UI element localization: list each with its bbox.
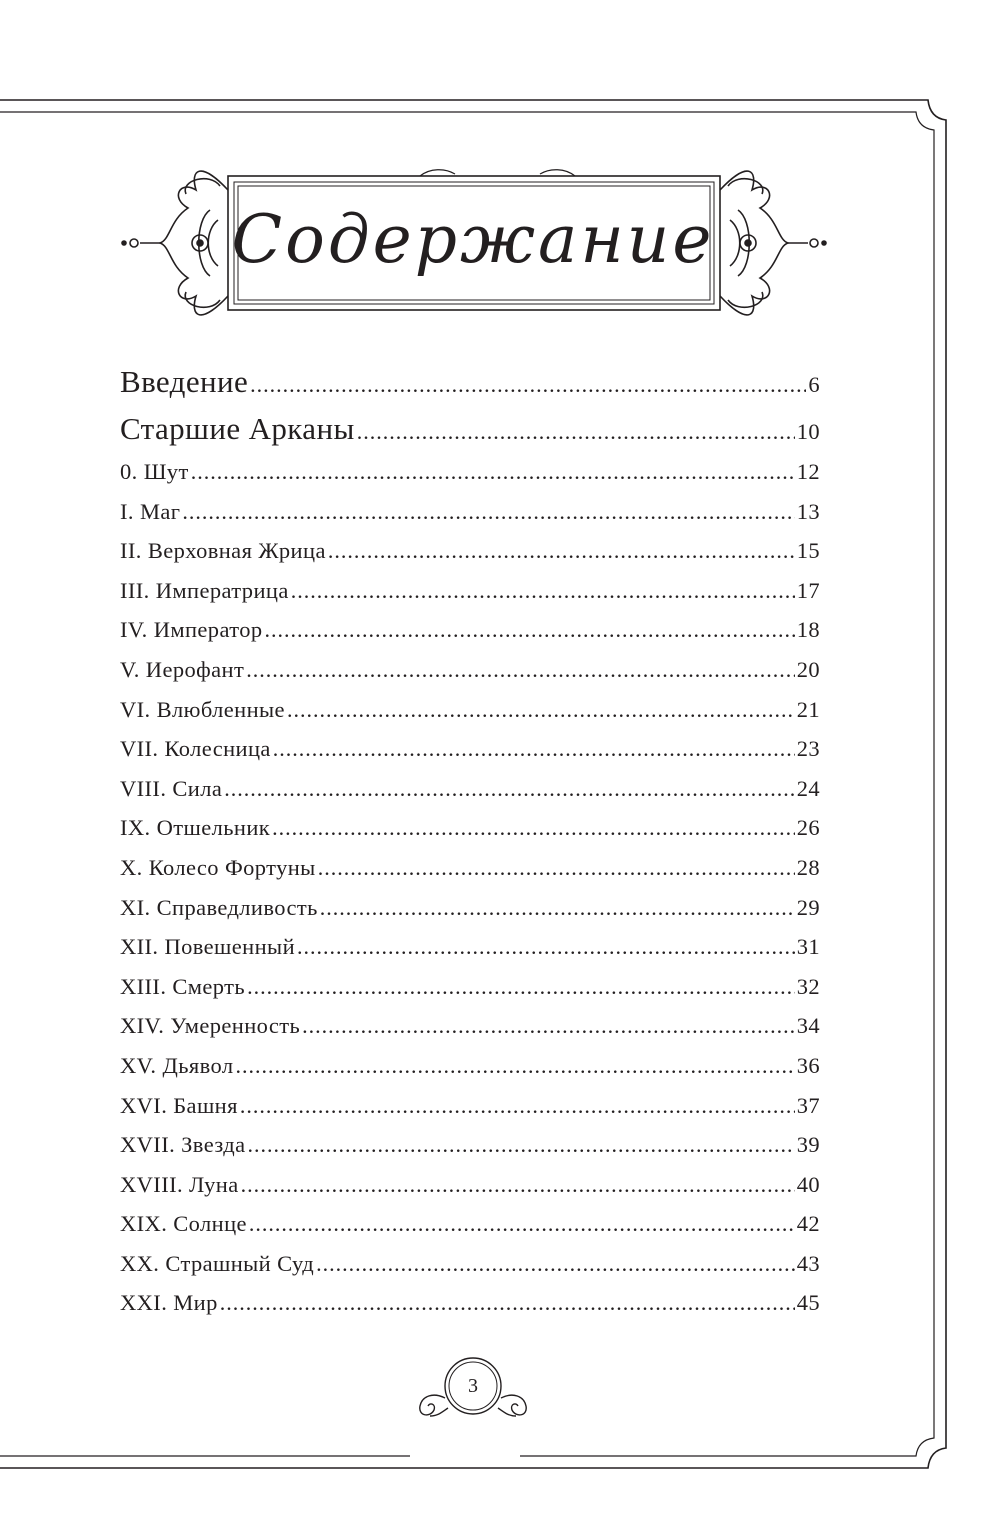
dot-leader bbox=[318, 848, 795, 888]
toc-entry-label: Старшие Арканы bbox=[120, 411, 355, 446]
dot-leader bbox=[328, 531, 795, 571]
toc-entry[interactable] bbox=[120, 1244, 820, 1284]
toc-entry-page: 45 bbox=[796, 1290, 820, 1316]
toc-entry-page: 34 bbox=[796, 1013, 820, 1039]
toc-entry-page: 28 bbox=[796, 854, 820, 880]
dot-leader bbox=[272, 808, 795, 848]
toc-entry-page: 43 bbox=[796, 1250, 820, 1276]
toc-entry-label: XVI. Башня bbox=[120, 1092, 238, 1118]
toc-entry[interactable] bbox=[120, 1165, 820, 1205]
toc-entry-page: 12 bbox=[796, 459, 820, 484]
table-of-contents bbox=[120, 358, 820, 1323]
toc-entry[interactable] bbox=[120, 492, 820, 532]
dot-leader bbox=[247, 1125, 794, 1165]
toc-entry-page: 29 bbox=[796, 894, 820, 920]
toc-entry[interactable] bbox=[120, 1046, 820, 1086]
dot-leader bbox=[240, 1086, 795, 1126]
dot-leader bbox=[249, 1204, 795, 1244]
dot-leader bbox=[235, 1046, 794, 1086]
toc-entry-label: XVII. Звезда bbox=[120, 1132, 246, 1158]
toc-entry-label: IV. Император bbox=[120, 617, 263, 643]
toc-entry-page: 26 bbox=[796, 815, 820, 841]
toc-entry[interactable] bbox=[120, 808, 820, 848]
toc-entry[interactable] bbox=[120, 571, 820, 611]
toc-entry-page: 36 bbox=[796, 1052, 820, 1078]
toc-entry-label: II. Верховная Жрица bbox=[120, 538, 326, 564]
toc-entry-major-arcana[interactable] bbox=[120, 405, 820, 452]
dot-leader bbox=[302, 1006, 795, 1046]
toc-entry[interactable] bbox=[120, 1086, 820, 1126]
toc-entry-label: V. Иерофант bbox=[120, 656, 245, 682]
toc-entry[interactable] bbox=[120, 769, 820, 809]
dot-leader bbox=[191, 452, 795, 492]
toc-entry-page: 18 bbox=[796, 617, 820, 643]
toc-entry-label: IX. Отшельник bbox=[120, 815, 271, 841]
toc-entry-page: 6 bbox=[808, 372, 820, 397]
toc-entry-page: 39 bbox=[796, 1132, 820, 1158]
toc-entry[interactable] bbox=[120, 888, 820, 928]
dot-leader bbox=[320, 888, 795, 928]
toc-entry[interactable] bbox=[120, 927, 820, 967]
toc-entry-label: VII. Колесница bbox=[120, 736, 271, 762]
toc-entry-label: VIII. Сила bbox=[120, 775, 223, 801]
toc-entry-page: 42 bbox=[796, 1211, 820, 1237]
toc-entry-page: 24 bbox=[796, 775, 820, 801]
toc-entry-label: I. Маг bbox=[120, 498, 181, 524]
toc-entry-label: 0. Шут bbox=[120, 459, 189, 484]
toc-entry[interactable] bbox=[120, 848, 820, 888]
toc-entry-page: 32 bbox=[796, 973, 820, 999]
toc-entry-label: Введение bbox=[120, 364, 249, 399]
toc-entry[interactable] bbox=[120, 531, 820, 571]
dot-leader bbox=[316, 1244, 795, 1284]
page-number: 3 bbox=[468, 1374, 478, 1397]
dot-leader bbox=[241, 1165, 795, 1205]
dot-leader bbox=[291, 571, 795, 611]
heading-container bbox=[228, 178, 718, 308]
dot-leader bbox=[220, 1283, 795, 1323]
toc-entry-label: XXI. Мир bbox=[120, 1290, 218, 1316]
dot-leader bbox=[273, 729, 795, 769]
toc-entry-label: XIII. Смерть bbox=[120, 973, 246, 999]
toc-entry[interactable] bbox=[120, 690, 820, 730]
dot-leader bbox=[265, 610, 795, 650]
toc-entry-label: XX. Страшный Суд bbox=[120, 1250, 315, 1276]
toc-entry[interactable] bbox=[120, 729, 820, 769]
toc-entry-label: VI. Влюбленные bbox=[120, 696, 285, 722]
dot-leader bbox=[224, 769, 794, 809]
toc-entry[interactable] bbox=[120, 1006, 820, 1046]
toc-entry-label: XIX. Солнце bbox=[120, 1211, 247, 1237]
toc-entry-label: XI. Справедливость bbox=[120, 894, 318, 920]
toc-entry-page: 20 bbox=[796, 656, 820, 682]
toc-entry-page: 37 bbox=[796, 1092, 820, 1118]
dot-leader bbox=[247, 967, 795, 1007]
toc-entry-page: 10 bbox=[796, 419, 820, 444]
toc-entry-page: 21 bbox=[796, 696, 820, 722]
dot-leader bbox=[357, 408, 795, 455]
toc-entry-label: XVIII. Луна bbox=[120, 1171, 239, 1197]
toc-entry[interactable] bbox=[120, 650, 820, 690]
toc-entry[interactable] bbox=[120, 1125, 820, 1165]
toc-entry-page: 13 bbox=[796, 498, 820, 524]
toc-entry-page: 17 bbox=[796, 577, 820, 603]
toc-entry-page: 40 bbox=[796, 1171, 820, 1197]
page-title: Содержание bbox=[231, 200, 715, 278]
dot-leader bbox=[250, 361, 806, 408]
toc-entry[interactable] bbox=[120, 967, 820, 1007]
dot-leader bbox=[246, 650, 795, 690]
toc-entry-label: XIV. Умеренность bbox=[120, 1013, 301, 1039]
toc-entry[interactable] bbox=[120, 610, 820, 650]
toc-entry-page: 31 bbox=[796, 934, 820, 960]
dot-leader bbox=[297, 927, 795, 967]
toc-entry-label: XII. Повешенный bbox=[120, 934, 296, 960]
toc-entry[interactable] bbox=[120, 452, 820, 492]
dot-leader bbox=[182, 492, 794, 532]
toc-entry-label: X. Колесо Фортуны bbox=[120, 854, 316, 880]
toc-entry-label: XV. Дьявол bbox=[120, 1052, 234, 1078]
toc-entry-label: III. Императрица bbox=[120, 577, 289, 603]
toc-entry-page: 23 bbox=[796, 736, 820, 762]
toc-entry-introduction[interactable] bbox=[120, 358, 820, 405]
toc-entry-page: 15 bbox=[796, 538, 820, 564]
toc-entry[interactable] bbox=[120, 1283, 820, 1323]
dot-leader bbox=[287, 690, 795, 730]
toc-entry[interactable] bbox=[120, 1204, 820, 1244]
